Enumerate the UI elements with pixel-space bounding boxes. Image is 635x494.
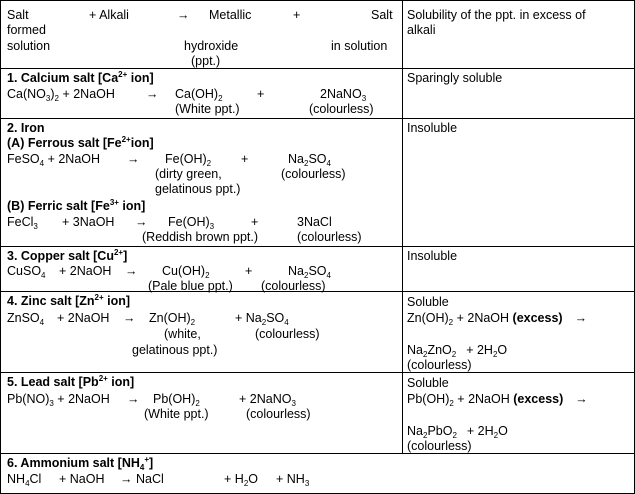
zinc-excess-product: $Na_2ZnO_2 + 2H_2O$ (407, 343, 508, 359)
zinc-title: 4. Zinc salt [$Zn^{2+}$ ion] (7, 293, 131, 308)
zinc-solution-note: (colourless) (255, 327, 320, 341)
lead-hydroxide: $Pb(OH)_2$ (153, 392, 200, 408)
header-alkali: + Alkali (89, 8, 129, 22)
row-divider (1, 453, 634, 454)
reaction-arrow: → (127, 392, 140, 406)
ammonium-ammonia: + $NH_3$ (276, 472, 310, 488)
zinc-excess-reaction: $Zn(OH)_2$ + 2NaOH (excess) → (407, 311, 588, 327)
ferrous-hydroxide: $Fe(OH)_2$ (165, 152, 212, 168)
calcium-solubility: Sparingly soluble (407, 71, 503, 85)
copper-solubility: Insoluble (407, 249, 458, 263)
calcium-title: 1. Calcium salt [$Ca^{2+}$ ion] (7, 70, 154, 85)
ferric-product: 3NaCl (297, 215, 332, 229)
ferric-reactant: FeCl$_3$ (7, 215, 38, 231)
header-ppt: (ppt.) (191, 54, 221, 68)
lead-title: 5. Lead salt [$Pb^{2+}$ ion] (7, 374, 135, 389)
calcium-solution-note: (colourless) (309, 102, 374, 116)
header-alkali-2: alkali (407, 23, 436, 37)
lead-solubility: Soluble (407, 376, 449, 390)
header-salt-product: Salt (371, 8, 393, 22)
ammonium-arrow-nacl: → NaCl (120, 472, 164, 486)
reaction-arrow: → (127, 152, 140, 166)
ammonium-title: 6. Ammonium salt $[NH_4^+]$ (7, 455, 154, 472)
zinc-alkali: + 2NaOH (57, 311, 110, 325)
copper-hydroxide: $Cu(OH)_2$ (162, 264, 210, 280)
plus-sign: + (241, 152, 249, 166)
header-hydroxide: hydroxide (184, 39, 239, 53)
ferrous-ppt-note: (dirty green, (155, 167, 222, 181)
row-divider (1, 246, 634, 247)
header-in-solution: in solution (331, 39, 388, 53)
lead-excess-note: (colourless) (407, 439, 472, 453)
copper-title: 3. Copper salt $[Cu^{2+}]$ (7, 248, 128, 263)
row-divider (1, 372, 634, 373)
ferric-alkali: + 3NaOH (62, 215, 115, 229)
zinc-ppt-note-2: gelatinous ppt.) (132, 343, 218, 357)
header-formed: formed (7, 23, 46, 37)
lead-excess-product: $Na_2PbO_2 + 2H_2O$ (407, 424, 508, 440)
header-solution: solution (7, 39, 51, 53)
zinc-solubility: Soluble (407, 295, 449, 309)
header-metallic: Metallic (209, 8, 252, 22)
lead-reactant: $Pb(NO)_3$ + 2NaOH (7, 392, 110, 408)
lead-excess-reaction: $Pb(OH)_2$ + 2NaOH (excess) → (407, 392, 588, 408)
header-arrow: → (177, 8, 190, 22)
calcium-hydroxide: $Ca(OH)_2$ (175, 87, 223, 103)
ferrous-reactant: FeSO$_4$ + 2NaOH (7, 152, 101, 168)
row-divider (1, 118, 634, 119)
zinc-hydroxide: $Zn(OH)_2$ (149, 311, 196, 327)
copper-alkali: + 2NaOH (59, 264, 112, 278)
copper-reactant: CuSO$_4$ (7, 264, 46, 280)
reaction-arrow: → (135, 215, 148, 229)
lead-product: + 2NaNO$_3$ (239, 392, 296, 408)
zinc-reactant: ZnSO$_4$ (7, 311, 45, 327)
ferrous-title: (A) Ferrous salt $[Fe^{2+}ion]$ (7, 135, 154, 150)
lead-ppt-note: (White ppt.) (144, 407, 209, 421)
ammonium-alkali: + NaOH (59, 472, 105, 486)
iron-solubility: Insoluble (407, 121, 458, 135)
reaction-arrow: → (125, 264, 138, 278)
header-salt: Salt (7, 8, 29, 22)
ferrous-ppt-note-2: gelatinous ppt.) (155, 182, 241, 196)
zinc-excess-note: (colourless) (407, 358, 472, 372)
ferric-solution-note: (colourless) (297, 230, 362, 244)
reaction-arrow: → (123, 311, 136, 325)
calcium-ppt-note: (White ppt.) (175, 102, 240, 116)
ammonium-reactant: $NH_4Cl$ (7, 472, 42, 488)
row-divider (1, 68, 634, 69)
copper-solution-note: (colourless) (261, 279, 326, 293)
copper-ppt-note: (Pale blue ppt.) (148, 279, 233, 293)
plus-sign: + (245, 264, 253, 278)
iron-title: 2. Iron (7, 121, 45, 135)
zinc-product: + $Na_2SO_4$ (235, 311, 289, 327)
ferrous-solution-note: (colourless) (281, 167, 346, 181)
copper-product: $Na_2SO_4$ (288, 264, 331, 280)
header-solubility: Solubility of the ppt. in excess of (407, 8, 586, 22)
zinc-ppt-note: (white, (164, 327, 201, 341)
plus-sign: + (251, 215, 259, 229)
calcium-product: 2NaNO$_3$ (320, 87, 367, 103)
calcium-reactant: $Ca(NO_3)_2$ + 2NaOH (7, 87, 115, 103)
lead-solution-note: (colourless) (246, 407, 311, 421)
ferrous-product: $Na_2SO_4$ (288, 152, 331, 168)
ammonium-water: + $H_2O$ (224, 472, 258, 488)
header-plus: + (293, 8, 301, 22)
ferric-title: (B) Ferric salt [$Fe^{3+}$ ion] (7, 198, 146, 213)
ferric-hydroxide: $Fe(OH)_3$ (168, 215, 215, 231)
plus-sign: + (257, 87, 265, 101)
reaction-arrow: → (146, 87, 159, 101)
ferric-ppt-note: (Reddish brown ppt.) (142, 230, 259, 244)
